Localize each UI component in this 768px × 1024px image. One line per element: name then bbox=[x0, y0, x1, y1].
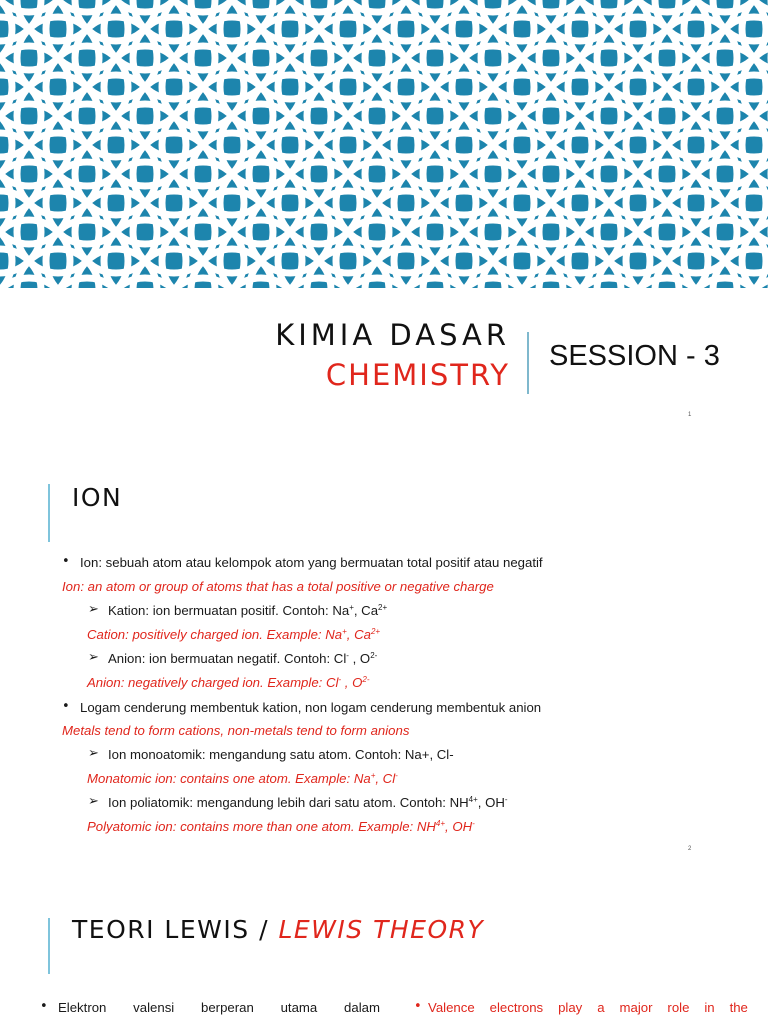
ring bbox=[655, 249, 737, 288]
text-line: Ion: sebuah atom atau kelompok atom yang bermuatan total positif atau negatif bbox=[80, 555, 543, 570]
bullet-dot: • bbox=[62, 554, 70, 569]
ring bbox=[365, 249, 447, 288]
ring bbox=[75, 249, 157, 288]
ring bbox=[539, 249, 621, 288]
word: major bbox=[619, 1000, 653, 1015]
title-slide bbox=[0, 288, 768, 428]
ring bbox=[17, 249, 99, 288]
heading-ion: ION bbox=[72, 483, 123, 512]
bullet-dot: • bbox=[62, 699, 70, 714]
title-kimia-dasar: KIMIA DASAR bbox=[275, 318, 510, 352]
word: role bbox=[667, 1000, 690, 1015]
text-line: Kation: ion bermuatan positif. Contoh: Na+, $Ca^{2+}$ bbox=[108, 603, 388, 618]
ring bbox=[423, 249, 505, 288]
ring bbox=[249, 249, 331, 288]
decorative-banner bbox=[0, 0, 768, 288]
word: a bbox=[597, 1000, 605, 1015]
heading-lewis-theory: TEORI LEWIS / LEWIS THEORY bbox=[72, 915, 485, 944]
text-line-en: Metals tend to form cations, non-metals tend to form anions bbox=[62, 723, 410, 738]
arrow-bullet-icon: ➢ bbox=[88, 602, 99, 617]
page-number-2: 2 bbox=[688, 846, 692, 852]
page-number-1: 1 bbox=[688, 412, 692, 418]
ring bbox=[133, 249, 215, 288]
word: electrons bbox=[489, 1000, 544, 1015]
word: the bbox=[729, 1000, 748, 1015]
ring bbox=[597, 249, 679, 288]
text-line-en: Anion: negatively charged ion. Example: Cl- , $O^{2-}$ bbox=[87, 675, 370, 690]
word: dalam bbox=[344, 1000, 380, 1015]
title-chemistry: CHEMISTRY bbox=[325, 358, 510, 392]
word: berperan bbox=[201, 1000, 254, 1015]
word: Valence bbox=[428, 1000, 475, 1015]
text-line-en: Cation: positively charged ion. Example: Na+, $Ca^{2+}$ bbox=[87, 627, 381, 642]
text-line-en: Ion: an atom or group of atoms that has a total positive or negative charge bbox=[62, 579, 494, 594]
ring-pattern bbox=[0, 0, 768, 288]
text-line-en: Polyatomic ion: contains more than one atom. Example: $NH^{4+}$, OH- bbox=[87, 819, 475, 834]
word: valensi bbox=[133, 1000, 175, 1015]
ring bbox=[307, 249, 389, 288]
text-line: Logam cenderung membentuk kation, non logam cenderung membentuk anion bbox=[80, 700, 542, 715]
arrow-bullet-icon: ➢ bbox=[88, 650, 99, 665]
heading-accent-bar bbox=[48, 484, 50, 542]
text-line-en: Monatomic ion: contains one atom. Example: Na+, Cl- bbox=[87, 771, 398, 786]
lewis-text-en bbox=[428, 1000, 748, 1015]
arrow-bullet-icon: ➢ bbox=[88, 746, 99, 761]
word: in bbox=[704, 1000, 715, 1015]
lewis-text-id bbox=[58, 1000, 380, 1015]
session-label: SESSION - 3 bbox=[549, 340, 720, 372]
text-line: Ion poliatomik: mengandung lebih dari satu atom. Contoh: $NH^{4+}$, OH- bbox=[108, 795, 508, 810]
heading-accent-bar bbox=[48, 918, 50, 974]
text-line: Anion: ion bermuatan negatif. Contoh: Cl- , $O^{2-}$ bbox=[108, 651, 378, 666]
bullet-dot: • bbox=[40, 999, 48, 1014]
arrow-bullet-icon: ➢ bbox=[88, 794, 99, 809]
ring bbox=[191, 249, 273, 288]
ring bbox=[481, 249, 563, 288]
text-line: Ion monoatomik: mengandung satu atom. Contoh: Na+, Cl- bbox=[108, 747, 454, 762]
word: utama bbox=[280, 1000, 318, 1015]
bullet-dot: • bbox=[414, 999, 422, 1014]
word: play bbox=[558, 1000, 583, 1015]
word: Elektron bbox=[58, 1000, 107, 1015]
title-divider bbox=[527, 332, 529, 394]
